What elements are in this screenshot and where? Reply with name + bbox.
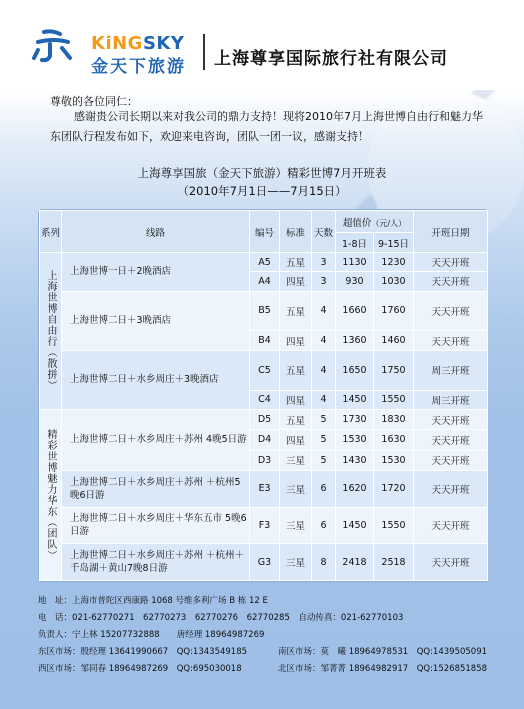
days-cell: 3	[312, 253, 336, 272]
price-b-cell: 1530	[374, 450, 414, 470]
days-cell: 6	[312, 470, 336, 507]
brand-logo-icon	[30, 28, 76, 64]
days-cell: 4	[312, 331, 336, 350]
price-a-cell: 1450	[336, 507, 374, 544]
code-cell: D3	[250, 450, 280, 470]
schedule-cell: 天天开班	[414, 331, 488, 350]
price-b-cell: 1230	[374, 253, 414, 272]
header-standard: 标准	[280, 211, 312, 253]
schedule-cell: 天天开班	[414, 291, 488, 331]
price-b-cell: 1030	[374, 272, 414, 291]
price-b-cell: 1720	[374, 470, 414, 507]
phone-line: 电 话：021-62770271 62770273 62770276 62770285 自动传真：021-62770103	[38, 613, 404, 623]
days-cell: 5	[312, 430, 336, 450]
header-days: 天数	[312, 211, 336, 253]
schedule-cell: 天天开班	[414, 253, 488, 272]
days-cell: 6	[312, 507, 336, 544]
series-label: 上海世博自由行（散拼）	[40, 253, 62, 410]
days-cell: 4	[312, 291, 336, 331]
table-row	[40, 409, 488, 429]
standard-cell: 三星	[280, 450, 312, 470]
intro-paragraph: 感谢贵公司长期以来对我公司的鼎力支持！现将2010年7月上海世博自由行和魅力华东团队行程发布如下，欢迎来电咨询，团队一团一议，感谢支持！	[50, 110, 483, 143]
schedule-cell: 天天开班	[414, 470, 488, 507]
address-line: 地 址：上海市普陀区西康路 1068 号维多利广场 B 栋 12 E	[38, 596, 268, 606]
code-cell: B4	[250, 331, 280, 350]
standard-cell: 三星	[280, 470, 312, 507]
contact-info	[38, 593, 508, 678]
standard-cell: 四星	[280, 430, 312, 450]
route-cell: 上海世博二日＋水乡周庄＋3晚酒店	[62, 350, 250, 409]
route-cell: 上海世博二日＋水乡周庄＋苏州 ＋杭州＋千岛湖＋黄山7晚8日游	[62, 544, 250, 581]
south-market: 南区市场：莫 曦 18964978531 QQ:1439505091	[278, 647, 488, 657]
standard-cell: 五星	[280, 409, 312, 429]
code-cell: B5	[250, 291, 280, 331]
price-a-cell: 930	[336, 272, 374, 291]
table-row	[40, 253, 488, 272]
route-cell: 上海世博二日＋水乡周庄＋苏州 ＋杭州5晚6日游	[62, 470, 250, 507]
code-cell: F3	[250, 507, 280, 544]
price-b-cell: 1750	[374, 350, 414, 390]
days-cell: 5	[312, 450, 336, 470]
market-row-1	[38, 644, 508, 661]
market-row-2	[38, 661, 508, 678]
header-code: 编号	[250, 211, 280, 253]
route-cell: 上海世博二日＋水乡周庄＋苏州 4晚5日游	[62, 409, 250, 470]
days-cell: 5	[312, 409, 336, 429]
days-cell: 3	[312, 272, 336, 291]
west-market: 西区市场：邹同春 18964987269 QQ:695030018	[38, 664, 242, 674]
standard-cell: 三星	[280, 544, 312, 581]
code-cell: C5	[250, 350, 280, 390]
header-price-b: 9-15日	[374, 233, 414, 253]
schedule-table	[39, 210, 488, 581]
company-name: 上海尊享国际旅行社有限公司	[214, 49, 448, 69]
header-route: 线路	[62, 211, 250, 253]
manager-line: 负责人：宁上林 15207732888 唐经理 18964987269	[38, 630, 265, 640]
price-b-cell: 1550	[374, 390, 414, 409]
standard-cell: 四星	[280, 272, 312, 291]
route-cell: 上海世博二日＋水乡周庄＋华东五市 5晚6日游	[62, 507, 250, 544]
north-market: 北区市场：邹菁菁 18964982917 QQ:1526851858	[278, 664, 488, 674]
header-schedule: 开班日期	[414, 211, 488, 253]
schedule-cell: 天天开班	[414, 272, 488, 291]
price-a-cell: 1430	[336, 450, 374, 470]
days-cell: 4	[312, 350, 336, 390]
standard-cell: 四星	[280, 331, 312, 350]
schedule-cell: 天天开班	[414, 409, 488, 429]
schedule-cell: 天天开班	[414, 507, 488, 544]
code-cell: G3	[250, 544, 280, 581]
route-cell: 上海世博二日＋3晚酒店	[62, 291, 250, 350]
schedule-cell: 天天开班	[414, 544, 488, 581]
days-cell: 4	[312, 390, 336, 409]
code-cell: A4	[250, 272, 280, 291]
price-b-cell: 1830	[374, 409, 414, 429]
standard-cell: 五星	[280, 291, 312, 331]
schedule-period: （2010年7月1日——7月15日）	[177, 184, 347, 198]
table-row	[40, 350, 488, 390]
price-a-cell: 1130	[336, 253, 374, 272]
price-b-cell: 1460	[374, 331, 414, 350]
price-a-cell: 2418	[336, 544, 374, 581]
schedule-cell: 周三开班	[414, 390, 488, 409]
route-cell: 上海世博一日＋2晚酒店	[62, 253, 250, 292]
price-a-cell: 1360	[336, 331, 374, 350]
header	[0, 0, 524, 84]
code-cell: D5	[250, 409, 280, 429]
code-cell: C4	[250, 390, 280, 409]
standard-cell: 四星	[280, 390, 312, 409]
greeting: 尊敬的各位同仁：	[50, 95, 138, 108]
price-b-cell: 1630	[374, 430, 414, 450]
code-cell: E3	[250, 470, 280, 507]
east-market: 东区市场：殷经理 13641990667 QQ:1343549185	[38, 647, 248, 657]
standard-cell: 五星	[280, 350, 312, 390]
schedule-cell: 周三开班	[414, 350, 488, 390]
standard-cell: 五星	[280, 253, 312, 272]
price-a-cell: 1530	[336, 430, 374, 450]
header-divider	[203, 34, 205, 70]
header-price-a: 1-8日	[336, 233, 374, 253]
table-row	[40, 291, 488, 331]
table-row	[40, 507, 488, 544]
table-row	[40, 544, 488, 581]
schedule-table-container	[38, 209, 488, 582]
price-b-cell: 2518	[374, 544, 414, 581]
brand-chinese: 金天下旅游	[91, 57, 186, 77]
price-b-cell: 1760	[374, 291, 414, 331]
price-a-cell: 1450	[336, 390, 374, 409]
schedule-title: 上海尊享国旅（金天下旅游）精彩世博7月开班表	[137, 166, 387, 180]
series-label: 精彩世博魅力华东（团队）	[40, 409, 62, 580]
days-cell: 8	[312, 544, 336, 581]
code-cell: D4	[250, 430, 280, 450]
price-a-cell: 1660	[336, 291, 374, 331]
price-a-cell: 1620	[336, 470, 374, 507]
header-price: 超值价（元/人）	[336, 211, 414, 233]
header-series: 系列	[40, 211, 62, 253]
price-a-cell: 1730	[336, 409, 374, 429]
code-cell: A5	[250, 253, 280, 272]
schedule-cell: 天天开班	[414, 430, 488, 450]
brand-english: KiNGSKY	[91, 33, 185, 54]
schedule-cell: 天天开班	[414, 450, 488, 470]
table-row	[40, 470, 488, 507]
price-a-cell: 1650	[336, 350, 374, 390]
price-b-cell: 1550	[374, 507, 414, 544]
standard-cell: 三星	[280, 507, 312, 544]
